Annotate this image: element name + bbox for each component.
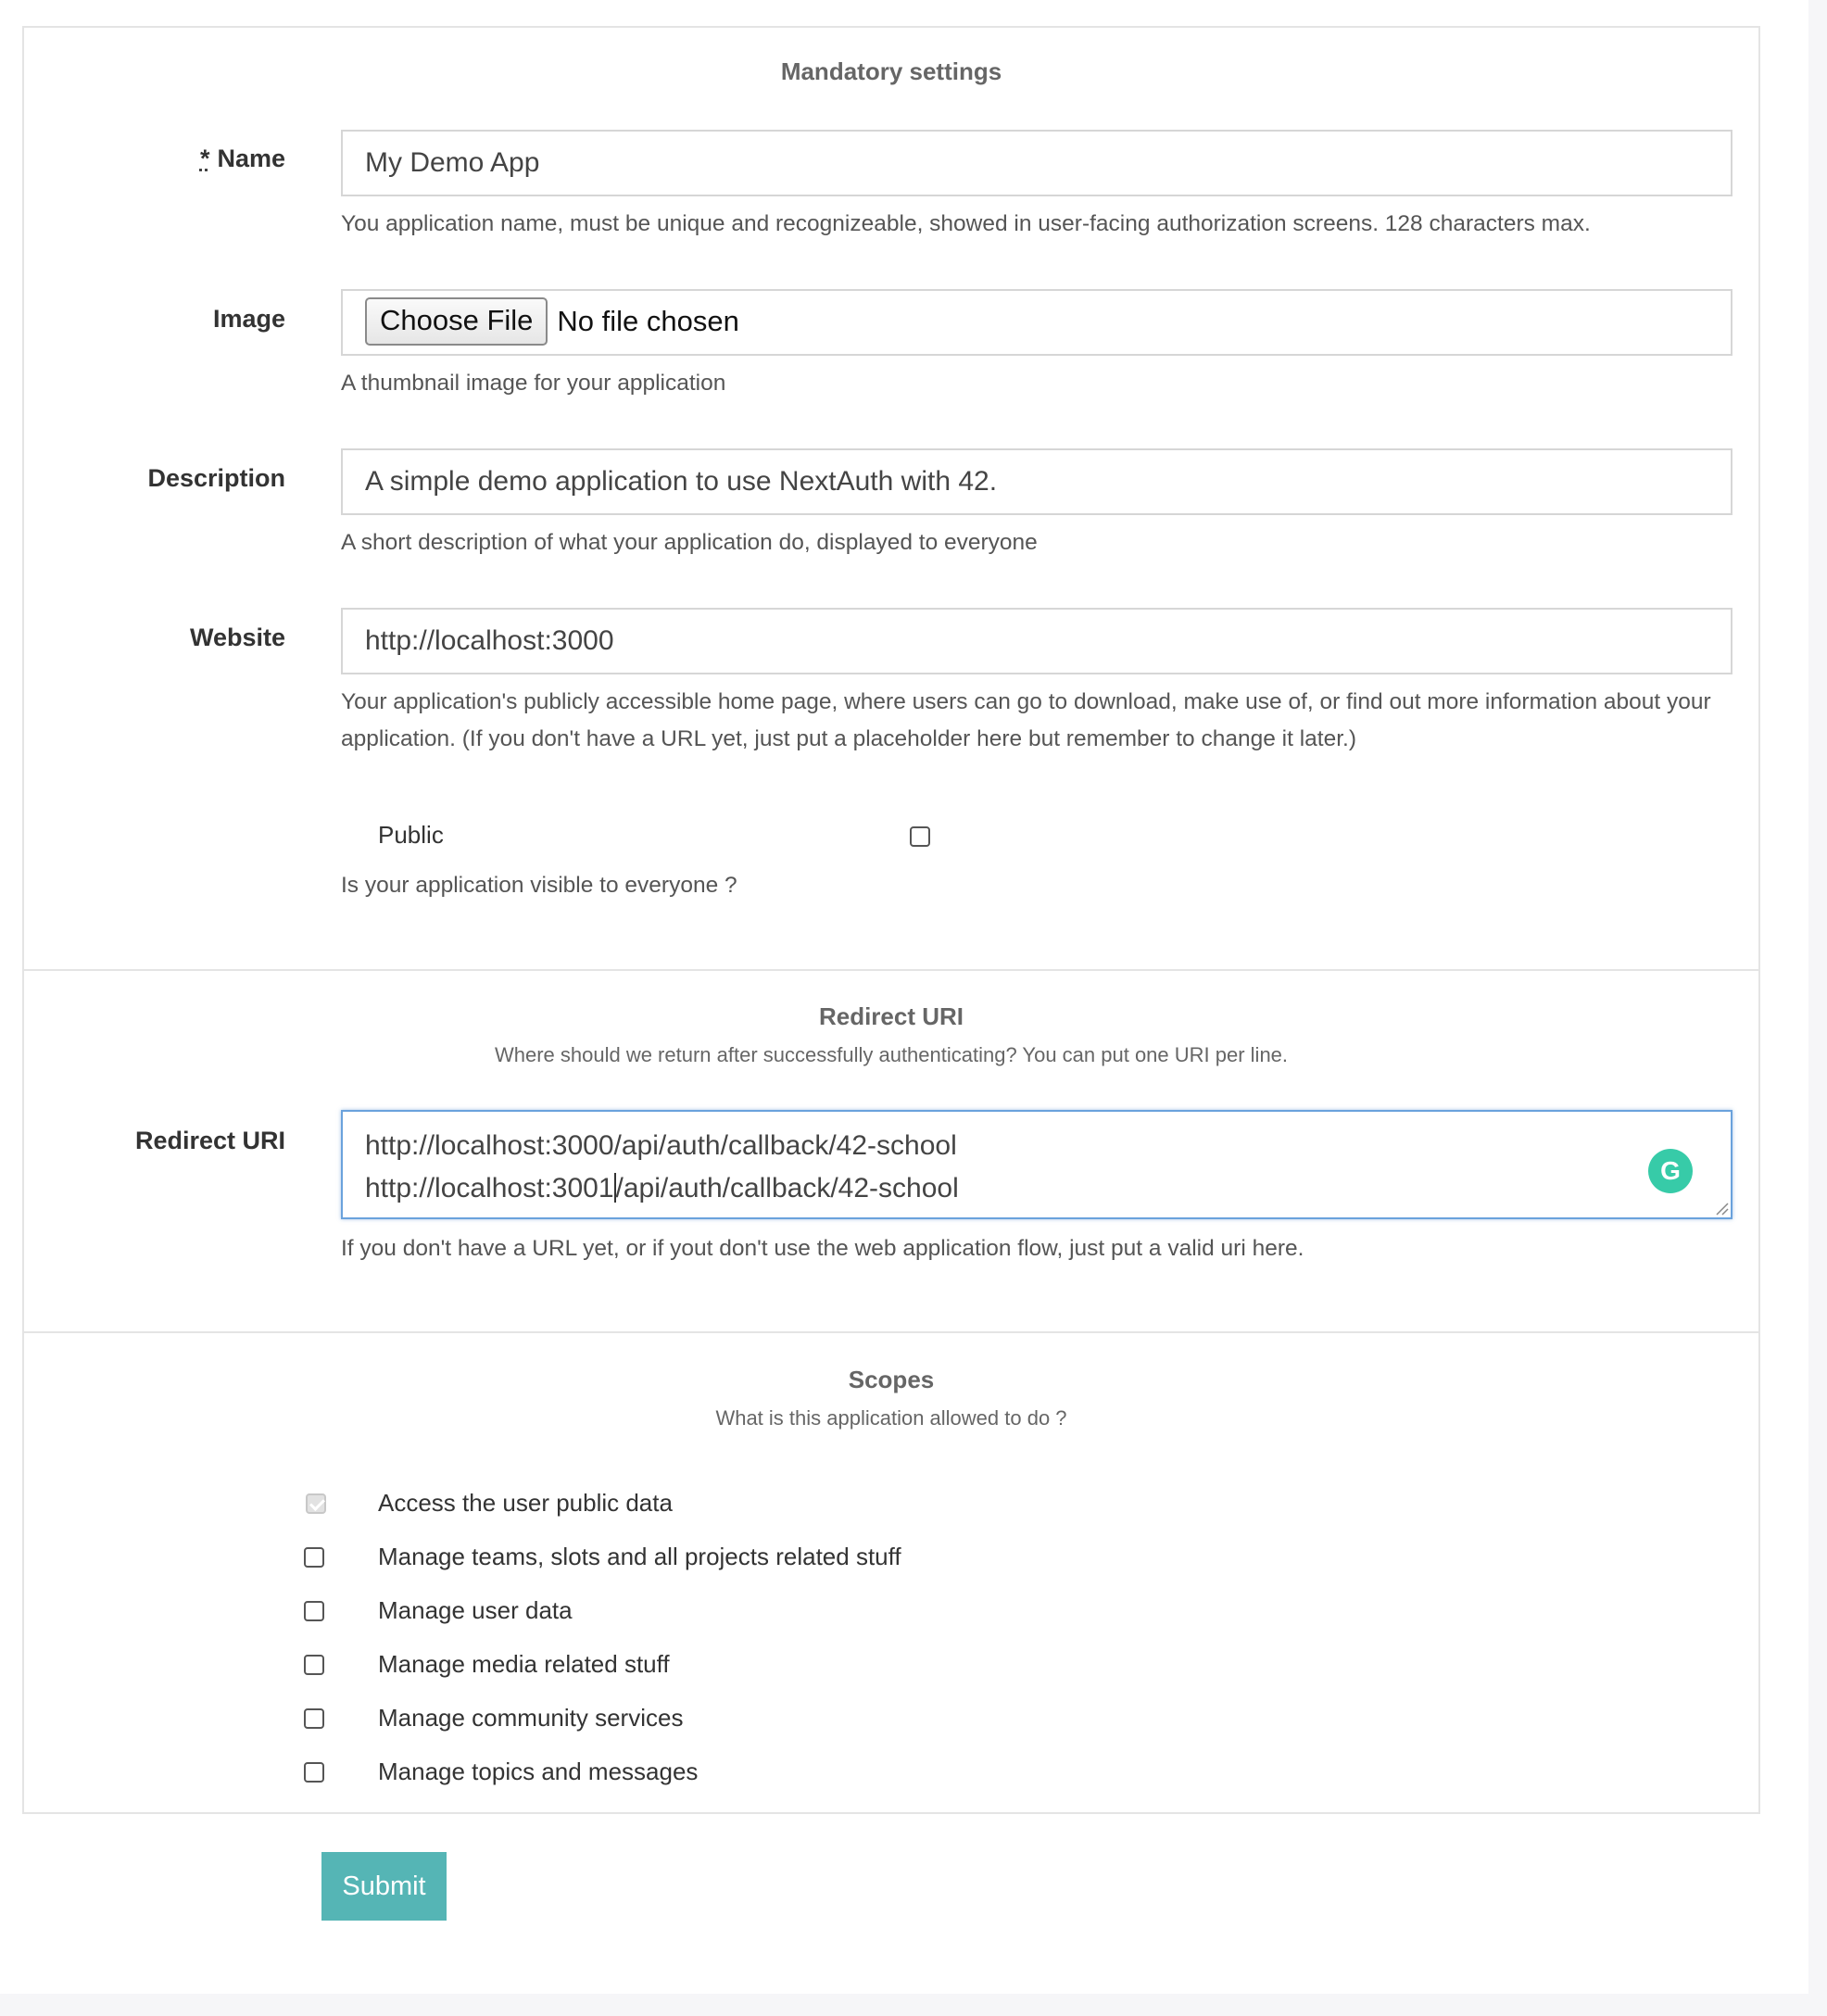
name-input[interactable]: My Demo App — [341, 130, 1732, 196]
scope-checkbox-tig[interactable] — [304, 1708, 324, 1729]
image-help: A thumbnail image for your application — [341, 371, 726, 396]
scope-checkbox-forum[interactable] — [304, 1762, 324, 1783]
name-label — [200, 145, 285, 173]
scope-checkbox-public — [306, 1493, 326, 1514]
public-help: Is your application visible to everyone ? — [341, 873, 737, 898]
page-footer-strip — [0, 1994, 1808, 2016]
submit-button[interactable]: Submit — [321, 1852, 447, 1921]
description-input[interactable]: A simple demo application to use NextAuth with 42. — [341, 448, 1732, 515]
grammarly-icon[interactable]: G — [1648, 1149, 1693, 1193]
redirect-uri-line-2: http://localhost:3001/api/auth/callback/42-school — [365, 1173, 959, 1203]
name-help: You application name, must be unique and recognizeable, showed in user-facing authorization screens. 128 characters max. — [341, 211, 1591, 236]
scope-label-tig: Manage community services — [378, 1704, 684, 1732]
scopes-subtitle: What is this application allowed to do ? — [715, 1406, 1067, 1430]
website-input[interactable]: http://localhost:3000 — [341, 608, 1732, 674]
resize-handle-icon[interactable] — [1714, 1201, 1729, 1216]
public-label: Public — [378, 821, 444, 849]
required-mark: * — [199, 145, 210, 172]
scope-label-elearning: Manage media related stuff — [378, 1650, 670, 1678]
redirect-uri-help: If you don't have a URL yet, or if yout don't use the web application flow, just put a valid uri here. — [341, 1236, 1304, 1261]
name-label-text: Name — [217, 145, 285, 172]
redirect-uri-line-1: http://localhost:3000/api/auth/callback/42-school — [365, 1130, 957, 1161]
redirect-uri-label: Redirect URI — [134, 1127, 285, 1154]
website-help: Your application's publicly accessible home page, where users can go to download, make use of, or find out more information about your application. (If you don't have a URL yet, just put a placeholder here but remember to change it later.) — [341, 689, 1711, 751]
scope-label-profile: Manage user data — [378, 1596, 573, 1624]
description-help: A short description of what your application do, displayed to everyone — [341, 530, 1038, 555]
scope-checkbox-profile[interactable] — [304, 1601, 324, 1621]
scope-checkbox-elearning[interactable] — [304, 1655, 324, 1675]
scope-label-projects: Manage teams, slots and all projects related stuff — [378, 1543, 901, 1570]
section-divider — [22, 969, 1760, 971]
scope-label-public: Access the user public data — [378, 1489, 673, 1517]
public-checkbox[interactable] — [910, 826, 930, 847]
redirect-uri-textarea[interactable] — [341, 1110, 1732, 1219]
scrollbar-track[interactable] — [1808, 0, 1827, 2016]
scope-label-forum: Manage topics and messages — [378, 1758, 699, 1785]
website-label: Website — [189, 624, 285, 651]
scopes-title: Scopes — [848, 1366, 935, 1393]
description-label: Description — [147, 464, 285, 492]
choose-file-button[interactable]: Choose File — [365, 297, 548, 346]
image-label: Image — [212, 305, 285, 333]
mandatory-settings-title: Mandatory settings — [780, 57, 1002, 85]
redirect-uri-title: Redirect URI — [818, 1002, 964, 1030]
section-divider — [22, 1331, 1760, 1333]
redirect-uri-subtitle: Where should we return after successfully authenticating? You can put one URI per line. — [494, 1043, 1289, 1066]
scope-checkbox-projects[interactable] — [304, 1547, 324, 1568]
image-file-input[interactable] — [341, 289, 1732, 356]
file-status: No file chosen — [557, 305, 739, 338]
